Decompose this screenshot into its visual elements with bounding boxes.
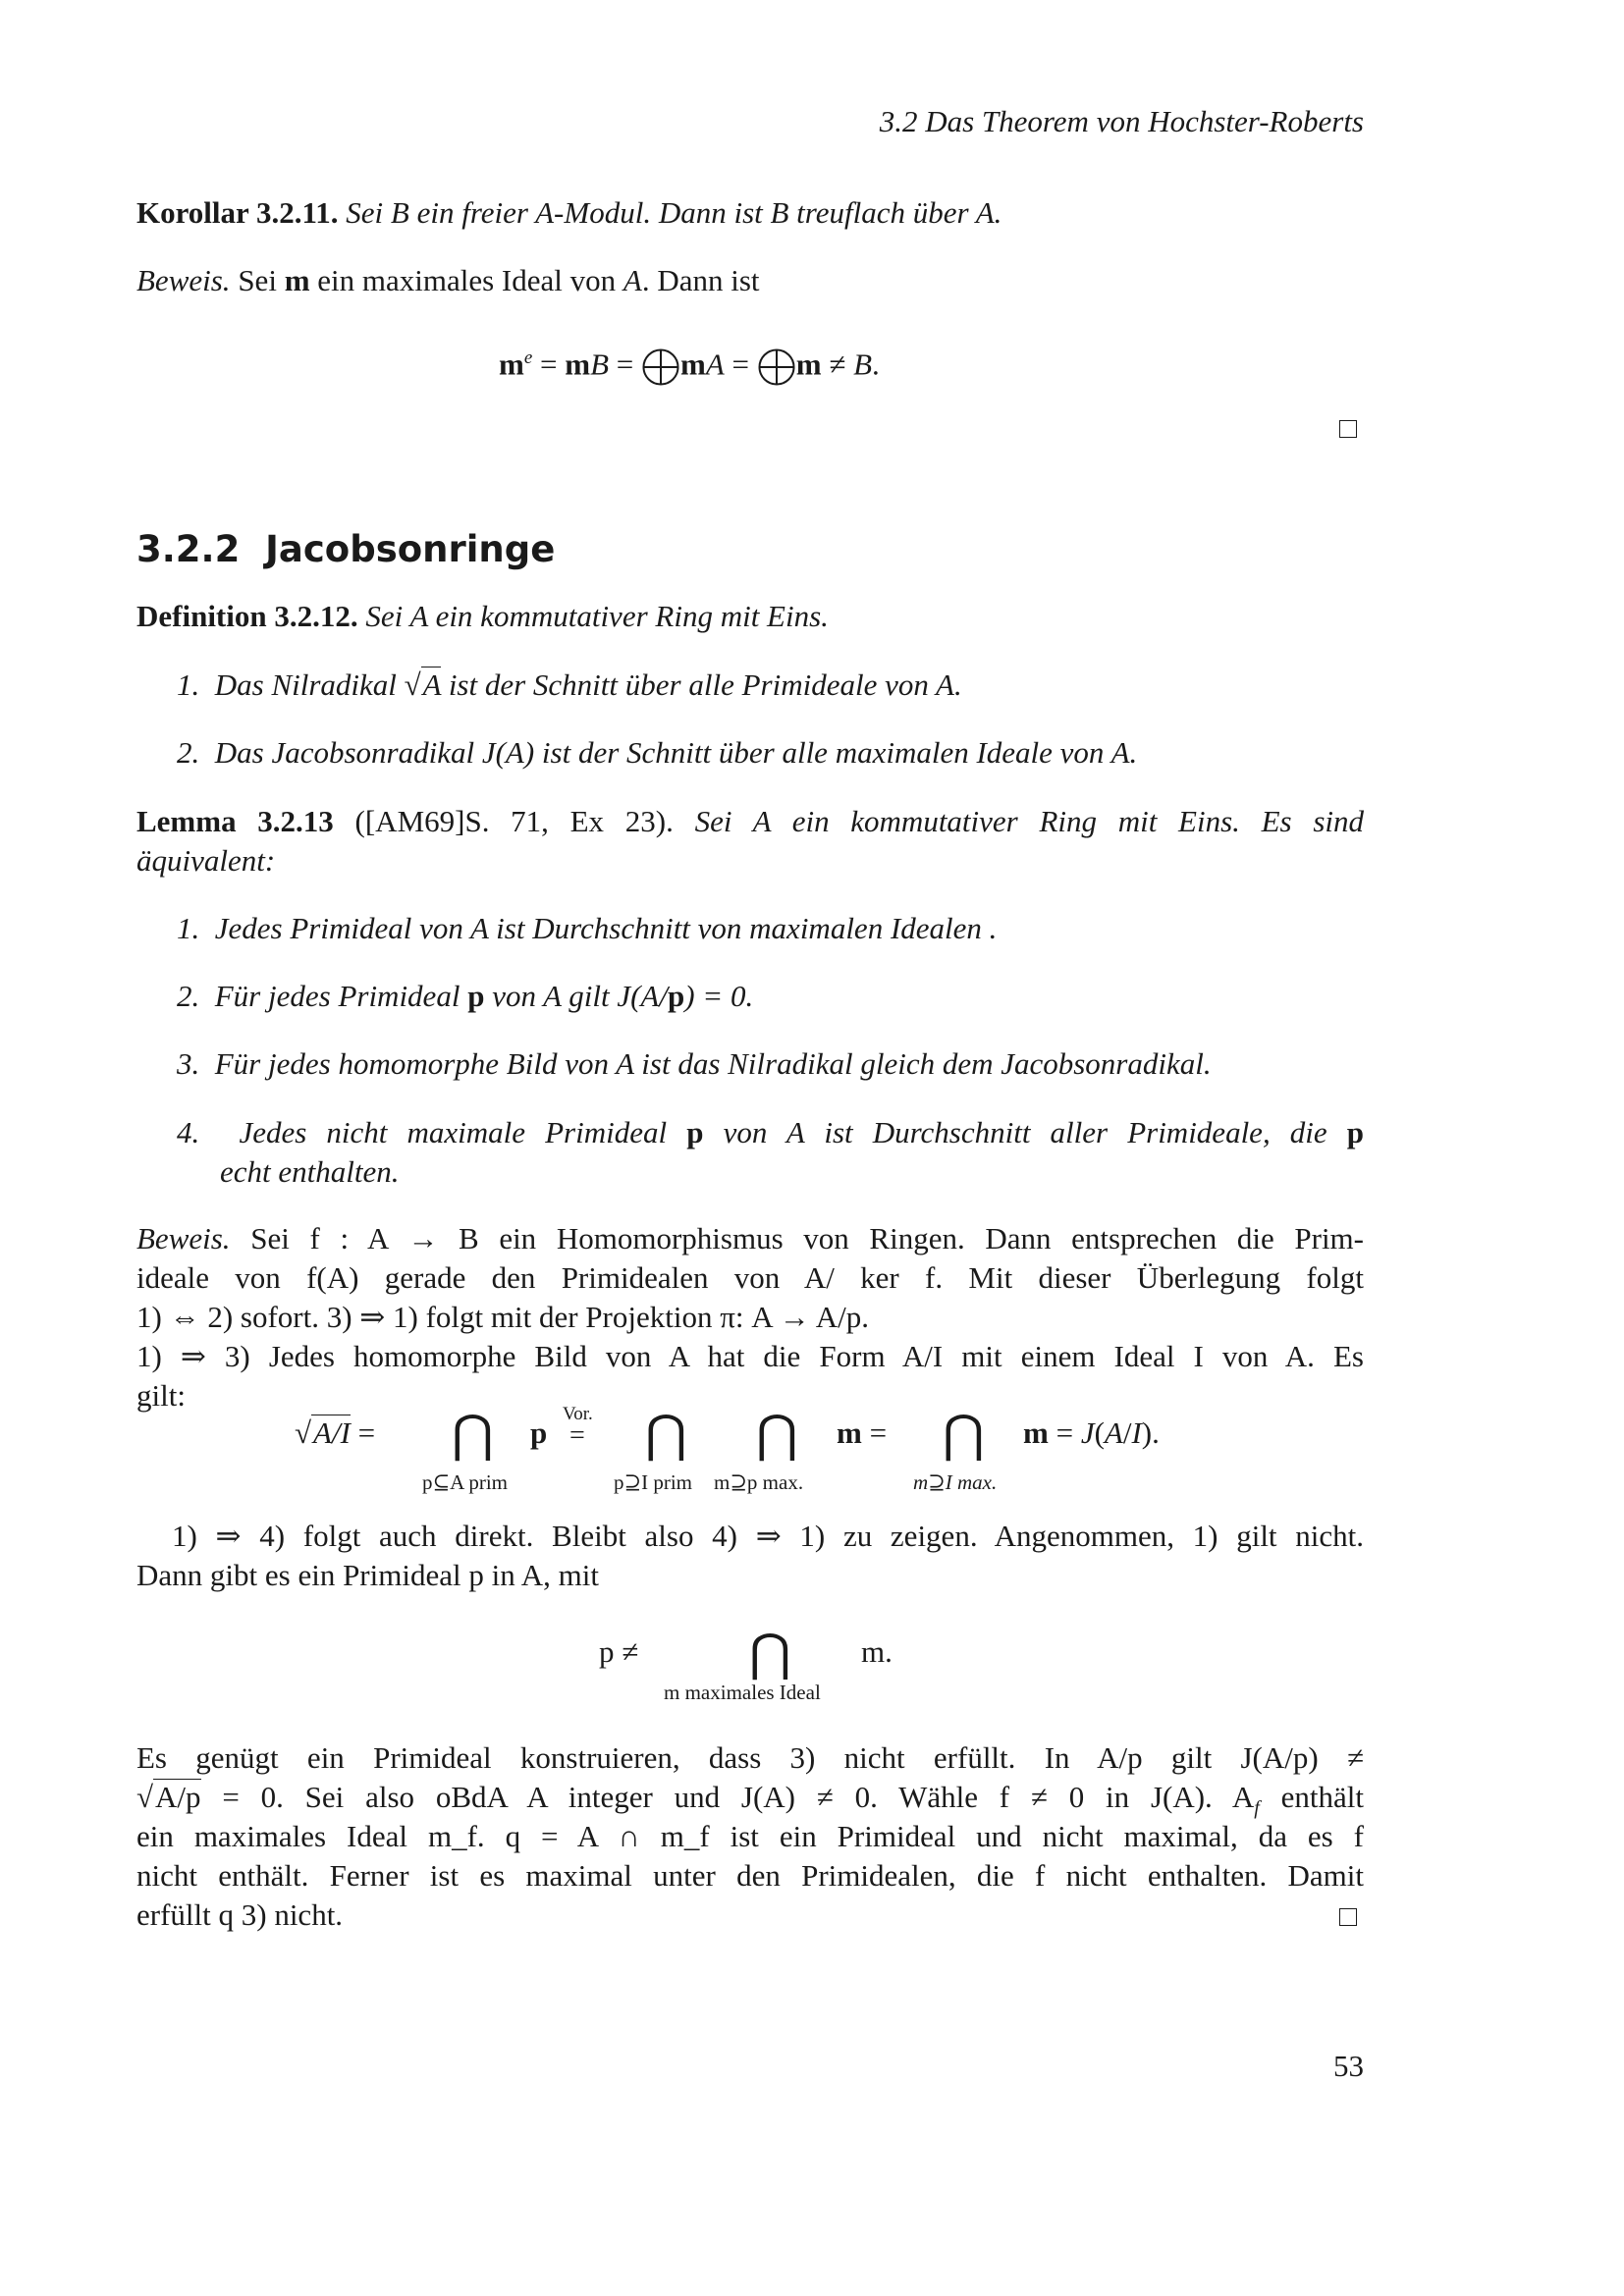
proof-line-12: erfüllt q 3) nicht. — [136, 1897, 344, 1932]
korollar-label: Korollar 3.2.11. — [136, 195, 339, 230]
section-title: Jacobsonringe — [265, 528, 556, 570]
lemma-statement — [136, 802, 1364, 841]
page-number: 53 — [1333, 2049, 1364, 2083]
proof-line-9: √A/p = 0. Sei also oBdA A integer und J(A) ≠ 0. Wähle f ≠ 0 in J(A). $A_f$ enthält — [136, 1780, 1365, 1820]
proof-line-7: Dann gibt es ein Primideal p in A, mit — [136, 1558, 599, 1592]
cap-icon: ⋂ — [452, 1405, 494, 1464]
formula-2-rhs: m. — [861, 1634, 893, 1669]
formula-1-eq2: = — [569, 1420, 585, 1451]
lemma-item-2: 2. Für jedes Primideal p von A gilt J(A/p) = 0. — [177, 979, 754, 1013]
definition-text: Sei A ein kommutativer Ring mit Eins. — [365, 599, 829, 633]
proof-line-11: nicht enthält. Ferner ist es maximal unter den Primidealen, die f nicht enthalten. Damit — [136, 1858, 1364, 1893]
definition-item-1: 1. Das Nilradikal √A ist der Schnitt über alle Primideale von A. — [177, 667, 962, 702]
formula-1-sub4: m⊇I max. — [913, 1470, 998, 1494]
definition-statement — [136, 597, 1364, 636]
formula-1-m1: m = — [837, 1415, 888, 1450]
proof-line-6: 1) ⇒ 4) folgt auch direkt. Bleibt also 4) ⇒ 1) zu zeigen. Angenommen, 1) gilt nicht. — [172, 1519, 1364, 1553]
lemma-cite: ([AM69]S. 71, Ex 23). — [354, 804, 674, 838]
lemma-label: Lemma 3.2.13 — [136, 804, 334, 838]
proof-line-4: 1) ⇒ 3) Jedes homomorphe Bild von A hat die Form A/I mit einem Ideal I von A. Es — [136, 1339, 1364, 1373]
lemma-item-1: 1. Jedes Primideal von A ist Durchschnitt von maximalen Idealen . — [177, 911, 998, 945]
proof-line-2: ideale von f(A) gerade den Primidealen von A/ ker f. Mit dieser Überlegung folgt — [136, 1260, 1364, 1295]
proof-line-10: ein maximales Ideal m_f. q = A ∩ m_f ist ein Primideal und nicht maximal, da es f — [136, 1819, 1364, 1853]
proof-line-5: gilt: — [136, 1378, 186, 1413]
formula-1-sub3: m⊇p max. — [714, 1470, 804, 1494]
formula-1-m2: m = J(A/I). — [1023, 1415, 1160, 1450]
running-title: 3.2 Das Theorem von Hochster-Roberts — [879, 104, 1364, 138]
lemma-item-4: 4. Jedes nicht maximale Primideal p von A ist Durchschnitt aller Primideale, die p — [177, 1115, 1365, 1149]
proof-text: ein maximales Ideal von — [317, 263, 617, 297]
definition-item-2: 2. Das Jacobsonradikal J(A) ist der Schnitt über alle maximalen Ideale von A. — [177, 735, 1138, 770]
korollar-text: Sei B ein freier A-Modul. Dann ist B treuflach über A. — [346, 195, 1002, 230]
proof-line-8: Es genügt ein Primideal konstruieren, dass 3) nicht erfüllt. In A/p gilt J(A/p) ≠ — [136, 1740, 1364, 1775]
korollar-formula: $m^e$ = mB = mA = m ≠ B. — [499, 334, 880, 383]
proof-text: Sei — [238, 263, 277, 297]
qed-box — [1339, 1908, 1357, 1926]
formula-1-vor: Vor. — [563, 1404, 593, 1424]
proof-label: Beweis. — [136, 1221, 231, 1255]
formula-2-sub: m maximales Ideal — [664, 1681, 821, 1704]
lemma-item-3: 3. Für jedes homomorphe Bild von A ist das Nilradikal gleich dem Jacobsonradikal. — [177, 1046, 1212, 1081]
korollar-statement — [136, 193, 1364, 233]
formula-2-lhs: p ≠ — [599, 1634, 639, 1669]
proof-text: . Dann ist — [641, 263, 760, 297]
formula-1-sub1: p⊆A prim — [422, 1470, 509, 1494]
cap-icon: ⋂ — [943, 1405, 985, 1464]
lemma-statement-cont: äquivalent: — [136, 843, 276, 878]
oplus-icon — [757, 347, 796, 387]
section-heading — [136, 528, 555, 570]
definition-label: Definition 3.2.12. — [136, 599, 358, 633]
cap-icon: ⋂ — [756, 1405, 798, 1464]
qed-box — [1339, 420, 1357, 438]
oplus-icon — [641, 347, 680, 387]
cap-icon: ⋂ — [749, 1624, 791, 1682]
lemma-text: Sei A ein kommutativer Ring mit Eins. Es sind — [694, 804, 1365, 838]
formula-1-p: p — [530, 1415, 548, 1450]
proof-label: Beweis. — [136, 263, 231, 297]
formula-1-lhs: √A/I = — [295, 1415, 376, 1450]
lemma-item-4-cont: echt enthalten. — [220, 1154, 400, 1189]
korollar-proof-line: Beweis. Sei m ein maximales Ideal von A. Dann ist — [136, 263, 760, 297]
cap-icon: ⋂ — [645, 1405, 687, 1464]
proof-line-3: 1) ⇔ 2) sofort. 3) ⇒ 1) folgt mit der Projektion π: A → A/p. — [136, 1300, 869, 1334]
formula-1-sub2: p⊇I prim — [614, 1470, 693, 1494]
section-number: 3.2.2 — [136, 528, 241, 570]
proof-line-1: Beweis. Sei f : A → B ein Homomorphismus von Ringen. Dann entsprechen die Prim- — [136, 1221, 1364, 1255]
